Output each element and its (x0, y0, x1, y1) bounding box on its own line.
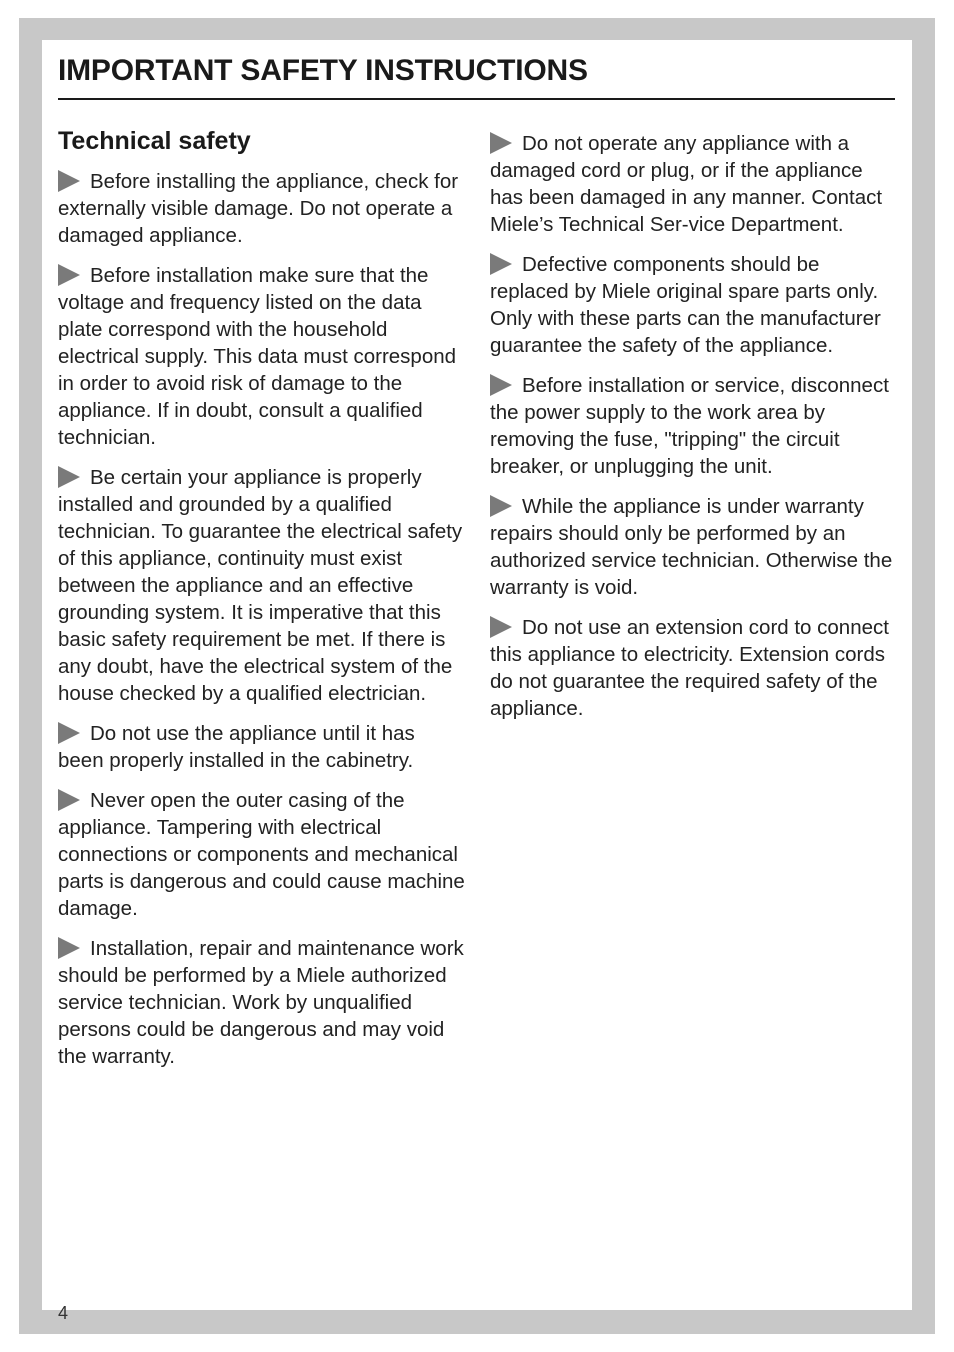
instruction-text: Do not operate any appliance with a damaged cord or plug, or if the appliance has been damaged in any manner. Contact Miele’s Technical Ser-vice Department. (490, 132, 883, 236)
arrow-right-icon (58, 937, 80, 959)
page-title: IMPORTANT SAFETY INSTRUCTIONS (58, 54, 588, 87)
safety-instruction (58, 168, 466, 249)
safety-instruction (490, 372, 898, 480)
safety-instruction (490, 251, 898, 359)
page-number: 4 (58, 1303, 69, 1323)
instruction-text: While the appliance is under warranty repairs should only be performed by an authorized service technician. Otherwise the warranty is void. (490, 495, 893, 599)
arrow-right-icon (58, 722, 80, 744)
safety-instruction (490, 130, 898, 238)
arrow-right-icon (490, 253, 512, 275)
safety-instruction (490, 614, 898, 722)
safety-instruction (58, 935, 466, 1070)
instruction-text: Never open the outer casing of the appliance. Tampering with electrical connections or components and mechanical parts is dangerous and could cause machine damage. (58, 789, 465, 920)
arrow-right-icon (490, 495, 512, 517)
arrow-right-icon (490, 132, 512, 154)
instruction-text: Be certain your appliance is properly installed and grounded by a qualified technician. To guarantee the electrical safety of this appliance, continuity must exist between the appliance and an effective grounding system. It is imperative that this basic safety requirement be met. If there is any doubt, have the electrical system of the house checked by a qualified electrician. (58, 466, 463, 705)
safety-instruction (58, 787, 466, 922)
left-column (58, 124, 466, 1083)
safety-instruction (58, 720, 466, 774)
arrow-right-icon (490, 616, 512, 638)
arrow-right-icon (58, 170, 80, 192)
section-heading: Technical safety (58, 127, 251, 155)
instruction-text: Do not use an extension cord to connect this appliance to electricity. Extension cords do not guarantee the required safety of the appliance. (490, 616, 889, 720)
instruction-text: Defective components should be replaced by Miele original spare parts only. Only with these parts can the manufacturer guarantee the safety of the appliance. (490, 253, 881, 357)
safety-instruction (490, 493, 898, 601)
arrow-right-icon (58, 466, 80, 488)
safety-instruction (58, 262, 466, 451)
instruction-text: Before installation or service, disconnect the power supply to the work area by removing the fuse, "tripping" the circuit breaker, or unplugging the unit. (490, 374, 889, 478)
instruction-text: Before installing the appliance, check for externally visible damage. Do not operate a damaged appliance. (58, 170, 459, 247)
arrow-right-icon (58, 789, 80, 811)
instruction-text: Before installation make sure that the voltage and frequency listed on the data plate correspond with the household electrical supply. This data must correspond in order to avoid risk of damage to the appliance. If in doubt, consult a qualified technician. (58, 264, 457, 449)
right-column (490, 130, 898, 735)
title-divider (58, 98, 895, 100)
instruction-text: Installation, repair and maintenance work should be performed by a Miele authorized service technician. Work by unqualified persons could be dangerous and may void the warranty. (58, 937, 464, 1068)
arrow-right-icon (58, 264, 80, 286)
instruction-text: Do not use the appliance until it has been properly installed in the cabinetry. (58, 722, 415, 772)
safety-instruction (58, 464, 466, 707)
arrow-right-icon (490, 374, 512, 396)
